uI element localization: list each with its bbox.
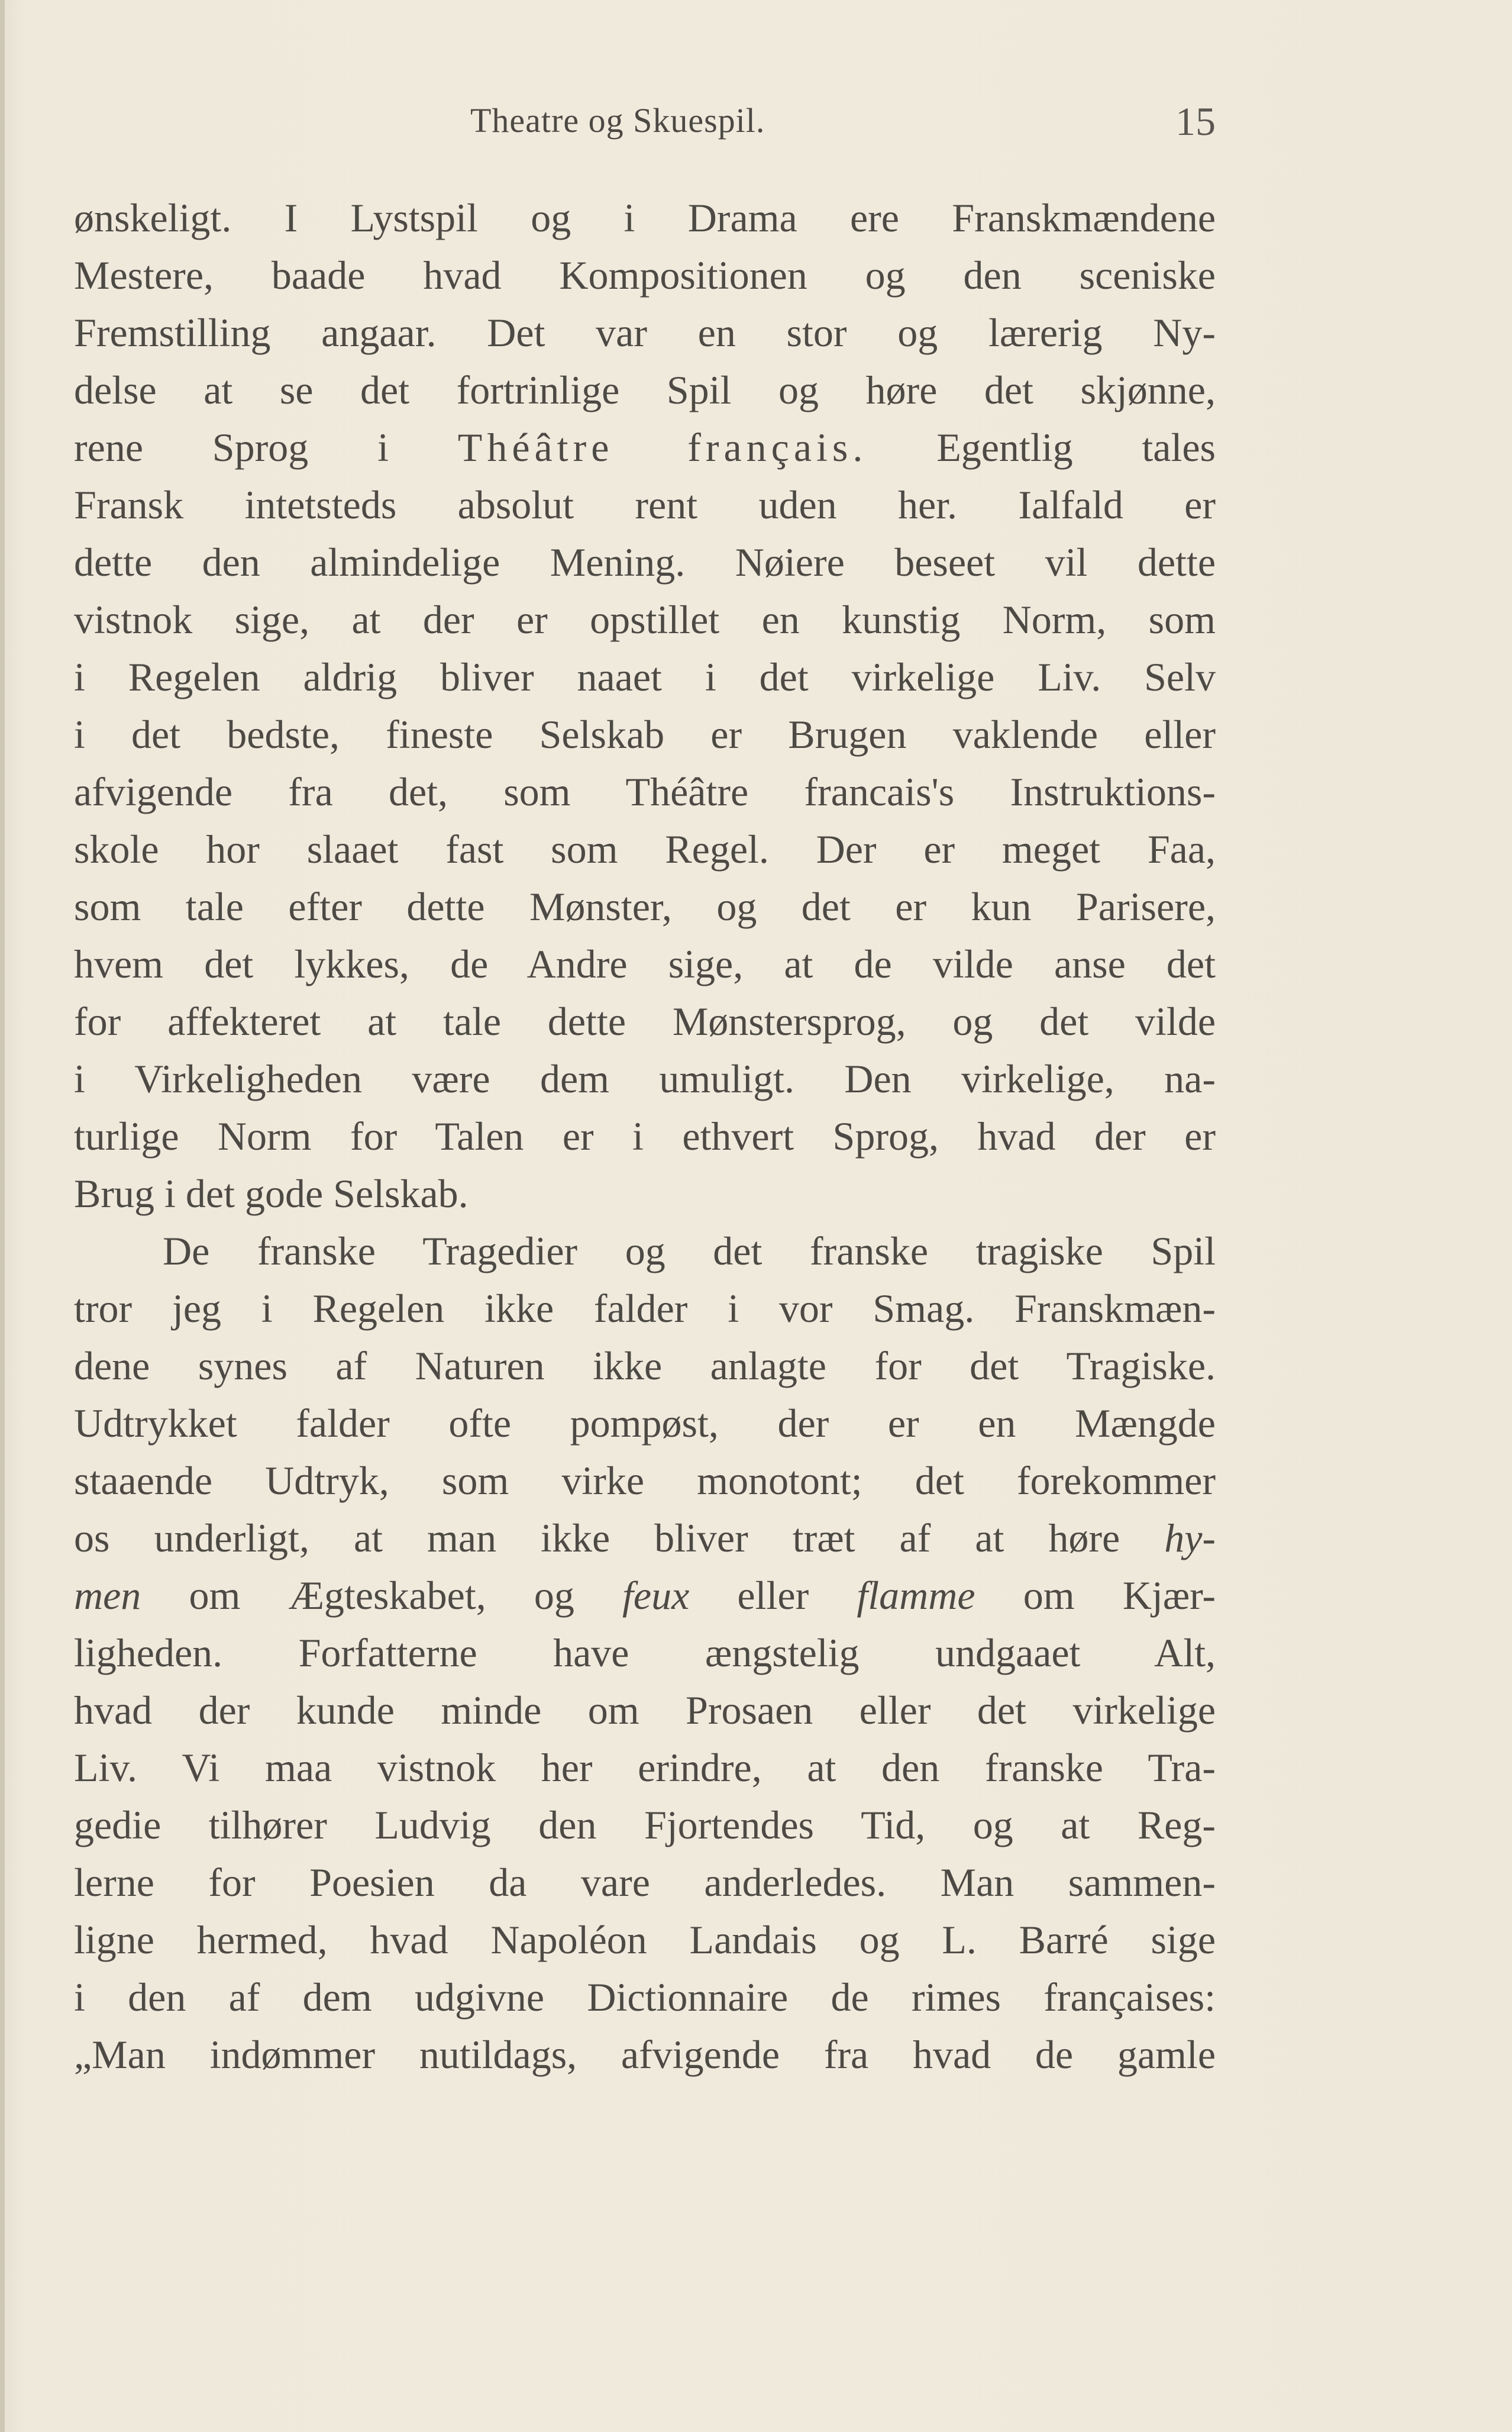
text-line: ligne hermed, hvad Napoléon Landais og L. Barré sige <box>74 1917 1216 1962</box>
text-line: vistnok sige, at der er opstillet en kunstig Norm, som <box>74 597 1216 642</box>
body-text <box>74 189 1216 2083</box>
text-line: som tale efter dette Mønster, og det er kun Parisere, <box>74 884 1216 929</box>
text-line: skole hor slaaet fast som Regel. Der er meget Faa, <box>74 827 1216 872</box>
text-segment: om Ægteskabet, og <box>189 1573 574 1618</box>
text-line: lerne for Poesien da vare anderledes. Man sammen- <box>74 1860 1216 1905</box>
text-line: delse at se det fortrinlige Spil og høre det skjønne, <box>74 367 1216 412</box>
italic-word: flamme <box>857 1573 975 1618</box>
text-line: Fremstilling angaar. Det var en stor og lærerig Ny- <box>74 310 1216 355</box>
text-line: turlige Norm for Talen er i ethvert Sprog, hvad der er <box>74 1114 1216 1159</box>
page-header <box>74 101 1216 148</box>
text-segment: rene Sprog i <box>74 425 389 470</box>
text-segment: os underligt, at man ikke bliver træt af at høre <box>74 1515 1120 1560</box>
page-number: 15 <box>1175 99 1216 144</box>
text-line: gedie tilhører Ludvig den Fjortendes Tid, og at Reg- <box>74 1802 1216 1847</box>
italic-word: hy- <box>1164 1515 1216 1560</box>
theatre-francais-spaced: Théâtre français. <box>457 425 868 470</box>
text-line: „Man indømmer nutildags, afvigende fra hvad de gamle <box>74 2032 1216 2077</box>
text-line: i Regelen aldrig bliver naaet i det virkelige Liv. Selv <box>74 654 1216 699</box>
text-line: hvem det lykkes, de Andre sige, at de vilde anse det <box>74 941 1216 986</box>
text-line: ønskeligt. I Lystspil og i Drama ere Franskmændene <box>74 195 1216 240</box>
text-line: ligheden. Forfatterne have ængstelig undgaaet Alt, <box>74 1630 1216 1675</box>
page-edge-shadow <box>0 0 5 2432</box>
text-line: afvigende fra det, som Théâtre francais's Instruktions- <box>74 769 1216 814</box>
text-line: staaende Udtryk, som virke monotont; det forekommer <box>74 1458 1216 1503</box>
text-line: hvad der kunde minde om Prosaen eller det virkelige <box>74 1688 1216 1733</box>
text-line: dene synes af Naturen ikke anlagte for det Tragiske. <box>74 1343 1216 1388</box>
text-line <box>74 419 1216 476</box>
text-line: Mestere, baade hvad Kompositionen og den sceniske <box>74 253 1216 298</box>
text-line: for affekteret at tale dette Mønstersprog, og det vilde <box>74 999 1216 1044</box>
text-segment: eller <box>737 1573 809 1618</box>
text-line: dette den almindelige Mening. Nøiere beseet vil dette <box>74 540 1216 585</box>
text-line: De franske Tragedier og det franske tragiske Spil <box>163 1228 1216 1273</box>
italic-word: feux <box>622 1573 690 1618</box>
text-line: i Virkeligheden være dem umuligt. Den virkelige, na- <box>74 1056 1216 1101</box>
text-line: tror jeg i Regelen ikke falder i vor Smag. Franskmæn- <box>74 1286 1216 1331</box>
text-line <box>74 1567 1216 1624</box>
text-line: i den af dem udgivne Dictionnaire de rimes françaises: <box>74 1975 1216 2020</box>
text-line <box>74 1509 1216 1567</box>
text-segment: om Kjær- <box>1023 1573 1216 1618</box>
text-line: Fransk intetsteds absolut rent uden her. Ialfald er <box>74 482 1216 527</box>
running-head: Theatre og Skuespil. <box>470 101 765 140</box>
text-line: Udtrykket falder ofte pompøst, der er en Mængde <box>74 1401 1216 1446</box>
italic-word: men <box>74 1573 141 1618</box>
text-line: i det bedste, fineste Selskab er Brugen vaklende eller <box>74 712 1216 757</box>
text-line: Liv. Vi maa vistnok her erindre, at den franske Tra- <box>74 1745 1216 1790</box>
text-line: Brug i det gode Selskab. <box>74 1171 469 1216</box>
text-segment: Egentlig tales <box>936 425 1216 470</box>
